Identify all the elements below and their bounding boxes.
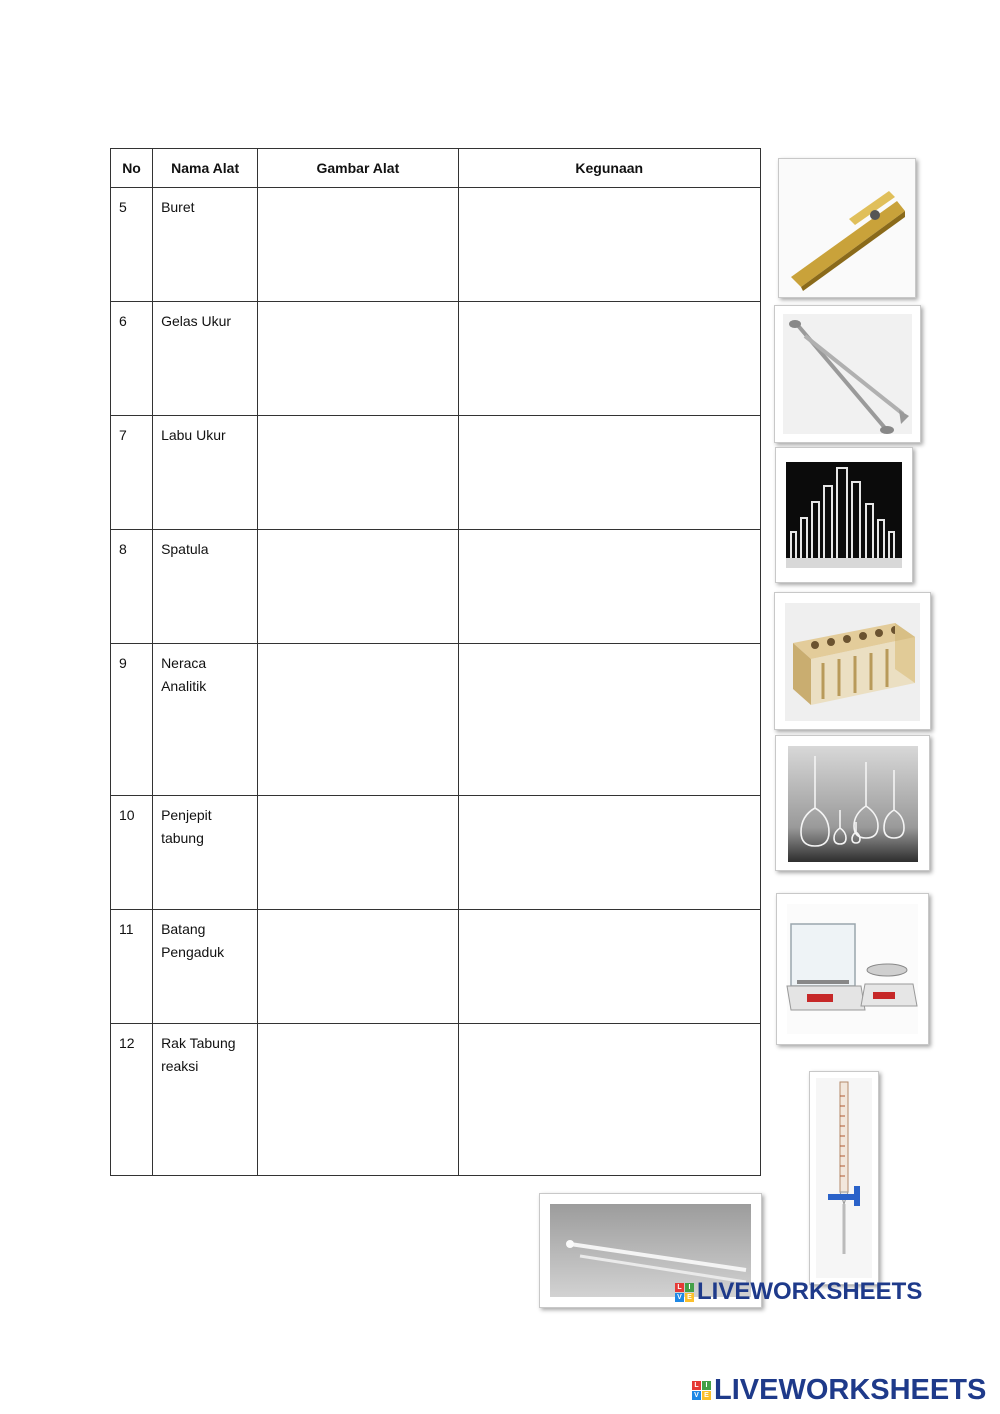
header-nama-alat: Nama Alat: [153, 149, 258, 188]
tool-name-cell: [153, 796, 258, 910]
tool-image-dropzone[interactable]: [258, 644, 458, 796]
tool-name-line: Gelas Ukur: [161, 313, 232, 329]
tool-name-line: Rak Tabung: [161, 1035, 236, 1051]
table-row: [111, 530, 761, 644]
row-number: 11: [111, 910, 153, 1024]
burette-icon: [810, 1072, 878, 1284]
tool-name-line: Labu Ukur: [161, 427, 226, 443]
tool-name-line: Batang: [161, 921, 206, 937]
tool-name-line: Pengaduk: [161, 944, 225, 960]
tool-name-cell: [153, 530, 258, 644]
graduated-cylinder-icon: [776, 448, 912, 582]
header-no: No: [111, 149, 153, 188]
tool-image-dropzone[interactable]: [258, 416, 458, 530]
table-row: [111, 416, 761, 530]
table-row: [111, 910, 761, 1024]
tool-name-line: Analitik: [161, 678, 207, 694]
tool-usage-cell[interactable]: [458, 1024, 760, 1176]
table-row: [111, 644, 761, 796]
tool-name-line: Penjepit: [161, 807, 212, 823]
photo-test-tube-clamp[interactable]: [778, 158, 916, 298]
tool-usage-cell[interactable]: [458, 188, 760, 302]
table-row: [111, 188, 761, 302]
tool-name-cell: [153, 188, 258, 302]
table-row: [111, 796, 761, 910]
watermark-text: LIVEWORKSHEETS: [697, 1278, 923, 1305]
tool-usage-cell[interactable]: [458, 530, 760, 644]
tool-name-cell: [153, 1024, 258, 1176]
tool-name-cell: [153, 644, 258, 796]
tool-image-dropzone[interactable]: [258, 302, 458, 416]
photo-spatula[interactable]: [774, 305, 921, 443]
table-header-row: [111, 149, 761, 188]
tool-usage-cell[interactable]: [458, 796, 760, 910]
liveworksheets-watermark-footer: [692, 1374, 986, 1407]
photo-volumetric-flasks[interactable]: [775, 735, 930, 871]
row-number: 6: [111, 302, 153, 416]
tool-image-dropzone[interactable]: [258, 910, 458, 1024]
tool-name-line: Spatula: [161, 541, 209, 557]
table-row: [111, 1024, 761, 1176]
spatula-icon: [775, 306, 920, 442]
table-row: [111, 302, 761, 416]
wooden-clamp-icon: [779, 159, 915, 297]
tool-name-cell: [153, 910, 258, 1024]
tool-name-line: reaksi: [161, 1058, 199, 1074]
photo-graduated-cylinders[interactable]: [775, 447, 913, 583]
volumetric-flask-icon: [776, 736, 929, 870]
tool-name-cell: [153, 302, 258, 416]
liveworksheets-watermark-inline: [675, 1278, 922, 1306]
tool-image-dropzone[interactable]: [258, 796, 458, 910]
tool-name-line: Buret: [161, 199, 195, 215]
worksheet-table: [110, 148, 761, 1176]
header-kegunaan: Kegunaan: [458, 149, 760, 188]
tool-usage-cell[interactable]: [458, 302, 760, 416]
photo-burette[interactable]: [809, 1071, 879, 1285]
row-number: 10: [111, 796, 153, 910]
tool-usage-cell[interactable]: [458, 416, 760, 530]
photo-test-tube-rack[interactable]: [774, 592, 931, 730]
tube-rack-icon: [775, 593, 930, 729]
liveworksheets-badge-icon: L I V E: [675, 1283, 694, 1302]
liveworksheets-badge-icon: L I V E: [692, 1381, 711, 1400]
row-number: 5: [111, 188, 153, 302]
tool-name-line: Neraca: [161, 655, 207, 671]
header-gambar-alat: Gambar Alat: [258, 149, 458, 188]
row-number: 12: [111, 1024, 153, 1176]
tool-usage-cell[interactable]: [458, 910, 760, 1024]
tool-image-dropzone[interactable]: [258, 530, 458, 644]
tool-image-dropzone[interactable]: [258, 188, 458, 302]
tool-name-line: tabung: [161, 830, 204, 846]
balance-icon: [777, 894, 928, 1044]
row-number: 9: [111, 644, 153, 796]
row-number: 7: [111, 416, 153, 530]
row-number: 8: [111, 530, 153, 644]
photo-analytical-balance[interactable]: [776, 893, 929, 1045]
tool-usage-cell[interactable]: [458, 644, 760, 796]
watermark-text: LIVEWORKSHEETS: [714, 1374, 987, 1406]
tool-image-dropzone[interactable]: [258, 1024, 458, 1176]
tool-name-cell: [153, 416, 258, 530]
